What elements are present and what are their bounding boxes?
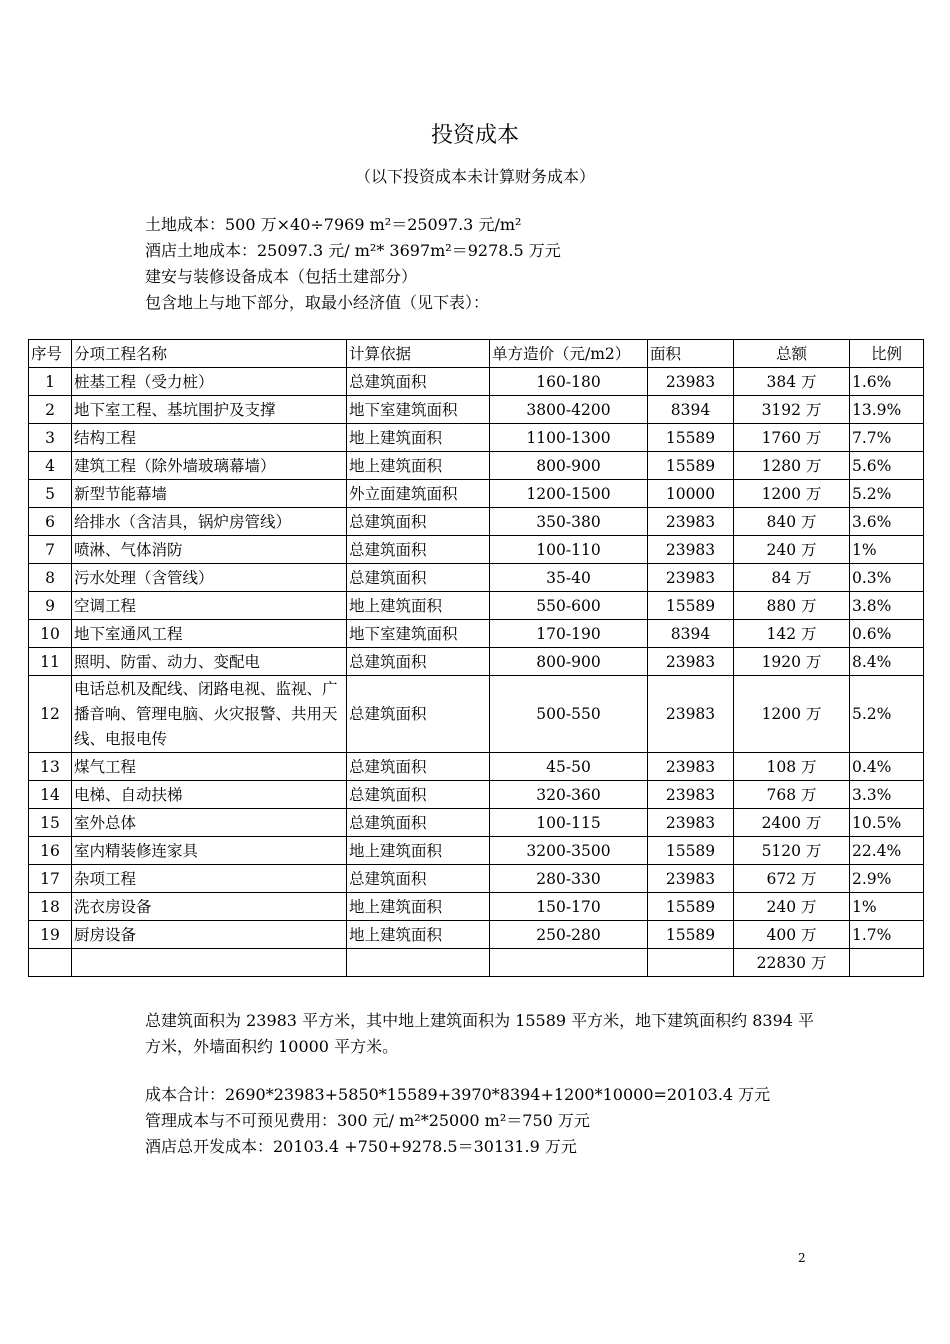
total-amount: 880 万 [734,592,850,620]
area-summary-text: 总建筑面积为 23983 平方米，其中地上建筑面积为 15589 平方米，地下建筑面积约 8394 平方米，外墙面积约 10000 平方米。 [145,1011,815,1056]
calc-basis: 地上建筑面积 [347,837,490,865]
calc-basis: 总建筑面积 [347,648,490,676]
unit-price: 35-40 [490,564,648,592]
unit-price: 45-50 [490,753,648,781]
row-index: 4 [29,452,72,480]
table-cell [29,949,72,977]
table-body [29,368,924,949]
calc-basis: 总建筑面积 [347,536,490,564]
construction-cost-line: 建安与装修设备成本（包括土建部分） [145,267,418,286]
calc-basis: 总建筑面积 [347,564,490,592]
grand-total: 22830 万 [734,949,850,977]
table-row [29,564,924,592]
ratio: 7.7% [850,424,924,452]
ratio: 1.6% [850,368,924,396]
header-total: 总额 [734,340,850,368]
total-amount: 1200 万 [734,676,850,753]
table-row [29,809,924,837]
calc-basis: 地上建筑面积 [347,424,490,452]
total-amount: 768 万 [734,781,850,809]
total-amount: 3192 万 [734,396,850,424]
item-name: 煤气工程 [72,753,347,781]
table-row [29,648,924,676]
unit-price: 3200-3500 [490,837,648,865]
unit-price: 500-550 [490,676,648,753]
table-row [29,921,924,949]
calc-basis: 总建筑面积 [347,368,490,396]
item-name: 污水处理（含管线） [72,564,347,592]
table-row [29,781,924,809]
intro-block [145,212,561,316]
area: 23983 [648,368,734,396]
ratio: 2.9% [850,865,924,893]
row-index: 1 [29,368,72,396]
item-name: 建筑工程（除外墙玻璃幕墙） [72,452,347,480]
ratio: 1.7% [850,921,924,949]
land-cost-line: 土地成本：500 万×40÷7969 m²＝25097.3 元/m² [145,215,522,234]
table-header-row [29,340,924,368]
area: 8394 [648,620,734,648]
management-cost-line: 管理成本与不可预见费用：300 元/ m²*25000 m²＝750 万元 [145,1111,590,1130]
row-index: 11 [29,648,72,676]
area: 8394 [648,396,734,424]
header-item-name: 分项工程名称 [72,340,347,368]
calc-basis: 地下室建筑面积 [347,620,490,648]
item-name: 电梯、自动扶梯 [72,781,347,809]
table-row [29,396,924,424]
ratio: 3.6% [850,508,924,536]
row-index: 6 [29,508,72,536]
ratio: 3.3% [850,781,924,809]
row-index: 19 [29,921,72,949]
unit-price: 350-380 [490,508,648,536]
total-amount: 240 万 [734,893,850,921]
row-index: 12 [29,676,72,753]
row-index: 3 [29,424,72,452]
cost-calculation [145,1082,770,1160]
ratio: 10.5% [850,809,924,837]
table-row [29,368,924,396]
row-index: 16 [29,837,72,865]
item-name: 室外总体 [72,809,347,837]
unit-price: 800-900 [490,452,648,480]
unit-price: 550-600 [490,592,648,620]
total-amount: 400 万 [734,921,850,949]
total-amount: 1920 万 [734,648,850,676]
calc-basis: 地上建筑面积 [347,452,490,480]
table-row [29,837,924,865]
unit-price: 170-190 [490,620,648,648]
header-area: 面积 [648,340,734,368]
item-name: 照明、防雷、动力、变配电 [72,648,347,676]
area: 23983 [648,676,734,753]
total-cost-line: 成本合计：2690*23983+5850*15589+3970*8394+1200*10000=20103.4 万元 [145,1085,771,1104]
table-cell [850,949,924,977]
ratio: 3.8% [850,592,924,620]
row-index: 15 [29,809,72,837]
calc-basis: 地下室建筑面积 [347,396,490,424]
table-row [29,676,924,753]
area: 23983 [648,865,734,893]
unit-price: 160-180 [490,368,648,396]
unit-price: 3800-4200 [490,396,648,424]
header-basis: 计算依据 [347,340,490,368]
item-name: 厨房设备 [72,921,347,949]
calc-basis: 地上建筑面积 [347,921,490,949]
total-amount: 1200 万 [734,480,850,508]
unit-price: 800-900 [490,648,648,676]
unit-price: 1200-1500 [490,480,648,508]
row-index: 13 [29,753,72,781]
table-cell [648,949,734,977]
item-name: 桩基工程（受力桩） [72,368,347,396]
cost-table [28,339,924,977]
unit-price: 100-115 [490,809,648,837]
calc-basis: 总建筑面积 [347,508,490,536]
unit-price: 280-330 [490,865,648,893]
total-amount: 1760 万 [734,424,850,452]
page-subtitle: （以下投资成本未计算财务成本） [354,167,595,186]
item-name: 室内精装修连家具 [72,837,347,865]
ratio: 0.3% [850,564,924,592]
ratio: 13.9% [850,396,924,424]
total-amount: 84 万 [734,564,850,592]
item-name: 杂项工程 [72,865,347,893]
area-summary [145,1008,825,1060]
table-row [29,452,924,480]
area: 23983 [648,508,734,536]
ratio: 8.4% [850,648,924,676]
unit-price: 320-360 [490,781,648,809]
ratio: 22.4% [850,837,924,865]
area: 15589 [648,893,734,921]
area: 15589 [648,452,734,480]
ratio: 0.6% [850,620,924,648]
unit-price: 250-280 [490,921,648,949]
item-name: 地下室通风工程 [72,620,347,648]
total-amount: 384 万 [734,368,850,396]
area: 15589 [648,921,734,949]
development-cost-line: 酒店总开发成本：20103.4 +750+9278.5＝30131.9 万元 [145,1137,577,1156]
area: 23983 [648,753,734,781]
total-amount: 108 万 [734,753,850,781]
unit-price: 150-170 [490,893,648,921]
table-cell [72,949,347,977]
page-title: 投资成本 [430,123,519,148]
item-name: 喷淋、气体消防 [72,536,347,564]
area: 15589 [648,424,734,452]
area: 23983 [648,809,734,837]
item-name: 新型节能幕墙 [72,480,347,508]
calc-basis: 总建筑面积 [347,753,490,781]
total-amount: 1280 万 [734,452,850,480]
ratio: 5.2% [850,676,924,753]
row-index: 14 [29,781,72,809]
ratio: 5.6% [850,452,924,480]
table-row [29,753,924,781]
calc-basis: 地上建筑面积 [347,893,490,921]
total-amount: 5120 万 [734,837,850,865]
page-number: 2 [798,1251,806,1265]
ratio: 1% [850,536,924,564]
item-name: 给排水（含洁具，锅炉房管线） [72,508,347,536]
row-index: 5 [29,480,72,508]
ratio: 0.4% [850,753,924,781]
area: 23983 [648,781,734,809]
total-amount: 142 万 [734,620,850,648]
table-row [29,893,924,921]
calc-basis: 总建筑面积 [347,809,490,837]
row-index: 8 [29,564,72,592]
calc-basis: 总建筑面积 [347,676,490,753]
area: 10000 [648,480,734,508]
area: 23983 [648,648,734,676]
row-index: 9 [29,592,72,620]
header-index: 序号 [29,340,72,368]
header-unit-price: 单方造价（元/m2） [490,340,648,368]
row-index: 2 [29,396,72,424]
table-row [29,424,924,452]
calc-basis: 地上建筑面积 [347,592,490,620]
hotel-land-cost-line: 酒店土地成本：25097.3 元/ m²* 3697m²＝9278.5 万元 [145,241,561,260]
calc-basis: 总建筑面积 [347,781,490,809]
calc-basis: 外立面建筑面积 [347,480,490,508]
total-amount: 240 万 [734,536,850,564]
table-row [29,592,924,620]
table-row [29,508,924,536]
unit-price: 100-110 [490,536,648,564]
ratio: 5.2% [850,480,924,508]
table-row [29,620,924,648]
total-amount: 2400 万 [734,809,850,837]
item-name: 洗衣房设备 [72,893,347,921]
row-index: 10 [29,620,72,648]
table-cell [490,949,648,977]
item-name: 结构工程 [72,424,347,452]
area: 23983 [648,564,734,592]
area: 15589 [648,837,734,865]
table-row [29,865,924,893]
table-cell [347,949,490,977]
row-index: 17 [29,865,72,893]
unit-price: 1100-1300 [490,424,648,452]
table-total-row [29,949,924,977]
area: 23983 [648,536,734,564]
table-row [29,480,924,508]
ratio: 1% [850,893,924,921]
table-row [29,536,924,564]
row-index: 18 [29,893,72,921]
item-name: 空调工程 [72,592,347,620]
item-name: 电话总机及配线、闭路电视、监视、广播音响、管理电脑、火灾报警、共用天线、电报电传 [72,676,347,753]
header-ratio: 比例 [850,340,924,368]
item-name: 地下室工程、基坑围护及支撑 [72,396,347,424]
total-amount: 672 万 [734,865,850,893]
scope-note-line: 包含地上与地下部分，取最小经济值（见下表）： [145,293,490,312]
row-index: 7 [29,536,72,564]
total-amount: 840 万 [734,508,850,536]
area: 15589 [648,592,734,620]
calc-basis: 总建筑面积 [347,865,490,893]
